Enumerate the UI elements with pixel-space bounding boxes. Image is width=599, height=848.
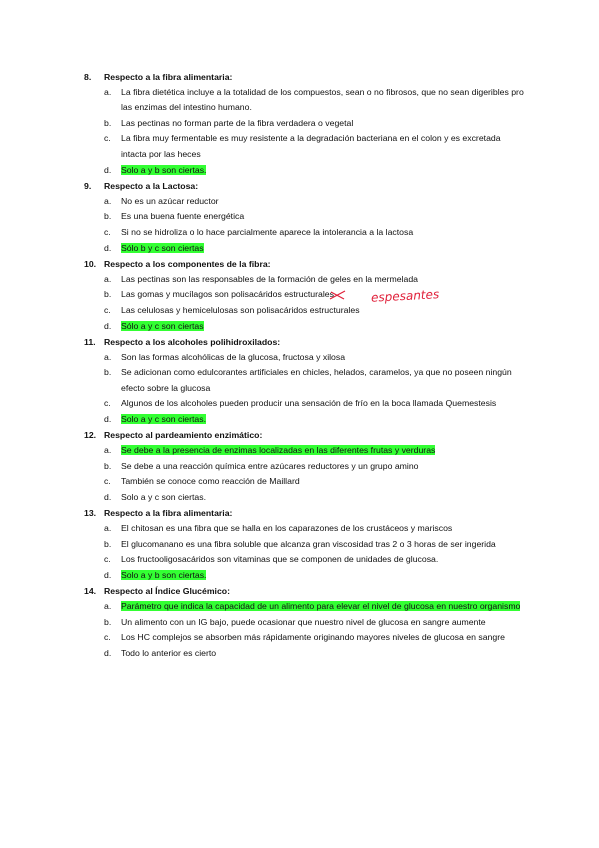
answer-option bbox=[104, 365, 524, 396]
option-text: Las gomas y mucílagos son polisacáridos estructurales bbox=[121, 289, 334, 300]
question-title bbox=[84, 584, 524, 600]
option-text-wrap bbox=[121, 350, 524, 366]
question-title-text: Respecto a la fibra alimentaria: bbox=[104, 508, 233, 519]
option-letter: a. bbox=[104, 273, 112, 284]
option-letter: d. bbox=[104, 242, 112, 253]
option-text: Se debe a una reacción química entre azúcares reductores y un grupo amino bbox=[121, 460, 419, 471]
answer-option bbox=[104, 646, 524, 662]
question-14 bbox=[84, 584, 524, 662]
answer-option bbox=[104, 630, 524, 646]
option-text: Si no se hidroliza o lo hace parcialmente aparece la intolerancia a la lactosa bbox=[121, 226, 414, 237]
option-text: Un alimento con un IG bajo, puede ocasionar que nuestro nivel de glucosa en sangre aumente bbox=[121, 616, 486, 627]
option-text: El chitosan es una fibra que se halla en los caparazones de los crustáceos y mariscos bbox=[121, 523, 453, 534]
question-number: 10. bbox=[84, 258, 97, 269]
question-12 bbox=[84, 428, 524, 506]
option-letter: b. bbox=[104, 460, 112, 471]
option-letter: b. bbox=[104, 616, 112, 627]
option-text: Solo a y c son ciertas. bbox=[121, 492, 206, 503]
answer-option bbox=[104, 131, 524, 162]
answer-option bbox=[104, 521, 524, 537]
answer-option bbox=[104, 225, 524, 241]
option-letter: b. bbox=[104, 289, 112, 300]
option-letter: c. bbox=[104, 476, 111, 487]
question-number: 11. bbox=[84, 336, 96, 347]
answer-option bbox=[104, 303, 524, 319]
option-letter: b. bbox=[104, 117, 112, 128]
answer-option bbox=[104, 241, 524, 257]
answer-option bbox=[104, 396, 524, 412]
option-text-wrap bbox=[121, 225, 524, 241]
answer-option bbox=[104, 537, 524, 553]
answer-option bbox=[104, 552, 524, 568]
question-number: 8. bbox=[84, 71, 92, 82]
answer-option bbox=[104, 209, 524, 225]
option-letter: d. bbox=[104, 492, 112, 503]
option-text: Los HC complejos se absorben más rápidamente originando mayores niveles de glucosa en sangre bbox=[121, 632, 505, 643]
option-text: Las pectinas no forman parte de la fibra verdadera o vegetal bbox=[121, 117, 354, 128]
answer-option bbox=[104, 85, 524, 116]
highlighted-answer-text: Solo a y b son ciertas. bbox=[121, 164, 207, 175]
option-text-wrap bbox=[121, 490, 524, 506]
option-letter: b. bbox=[104, 538, 112, 549]
question-title bbox=[84, 428, 524, 444]
option-text: También se conoce como reacción de Maillard bbox=[121, 476, 300, 487]
option-text-wrap bbox=[121, 646, 524, 662]
option-text: La fibra dietética incluye a la totalidad de los compuestos, sean o no fibrosos, que no sean digeribles pro las enzimas del intestino humano. bbox=[121, 86, 524, 113]
question-8 bbox=[84, 69, 524, 178]
option-text: Son las formas alcohólicas de la glucosa, fructosa y xilosa bbox=[121, 351, 346, 362]
question-title bbox=[84, 506, 524, 522]
option-text-wrap bbox=[121, 599, 524, 615]
option-letter: c. bbox=[104, 632, 111, 643]
answer-option bbox=[104, 319, 524, 335]
option-text-wrap bbox=[121, 319, 524, 335]
question-9 bbox=[84, 178, 524, 256]
option-text-wrap bbox=[121, 116, 524, 132]
option-text-wrap bbox=[121, 568, 524, 584]
option-letter: d. bbox=[104, 570, 112, 580]
handwritten-annotation: espesantes bbox=[370, 287, 440, 305]
option-letter: d. bbox=[104, 320, 112, 331]
question-title bbox=[84, 256, 524, 272]
option-text: El glucomanano es una fibra soluble que alcanza gran viscosidad tras 2 o 3 horas de ser ingerida bbox=[121, 538, 496, 549]
option-letter: c. bbox=[104, 304, 111, 315]
option-letter: d. bbox=[104, 164, 112, 175]
highlighted-answer-text: Se debe a la presencia de enzimas localizadas en las diferentes frutas y verduras bbox=[121, 445, 436, 456]
option-text-wrap bbox=[121, 85, 524, 116]
answer-option bbox=[104, 116, 524, 132]
answer-option bbox=[104, 350, 524, 366]
answer-option bbox=[104, 412, 524, 428]
question-number: 12. bbox=[84, 430, 97, 441]
option-letter: c. bbox=[104, 398, 111, 409]
question-number: 13. bbox=[84, 508, 97, 519]
option-text: Las pectinas son las responsables de la formación de geles en la mermelada bbox=[121, 273, 418, 284]
option-text-wrap bbox=[121, 303, 524, 319]
option-text: Los fructooligosacáridos son vitaminas que se componen de unidades de glucosa. bbox=[121, 554, 439, 565]
question-13 bbox=[84, 506, 524, 584]
answer-option bbox=[104, 568, 524, 584]
option-text-wrap bbox=[121, 521, 524, 537]
answer-option bbox=[104, 194, 524, 210]
question-10 bbox=[84, 256, 524, 334]
option-letter: a. bbox=[104, 86, 112, 97]
option-letter: d. bbox=[104, 414, 112, 425]
option-text-wrap bbox=[121, 412, 524, 428]
option-letter: a. bbox=[104, 195, 112, 206]
option-text: Las celulosas y hemicelulosas son polisacáridos estructurales bbox=[121, 304, 360, 315]
option-text: La fibra muy fermentable es muy resistente a la degradación bacteriana en el colon y es excretada intacta por las heces bbox=[121, 133, 501, 159]
question-title-text: Respecto a los componentes de la fibra: bbox=[104, 258, 271, 269]
option-text-wrap bbox=[121, 272, 524, 288]
question-title-text: Respecto a la fibra alimentaria: bbox=[104, 71, 233, 82]
option-text-wrap bbox=[121, 459, 524, 475]
highlighted-answer-text: Parámetro que indica la capacidad de un alimento para elevar el nivel de glucosa en nuestro organismo bbox=[121, 601, 521, 612]
option-text: Todo lo anterior es cierto bbox=[121, 647, 217, 658]
option-text-wrap bbox=[121, 241, 524, 257]
answer-option bbox=[104, 163, 524, 179]
question-title-text: Respecto al Índice Glucémico: bbox=[104, 586, 231, 597]
option-text-wrap bbox=[121, 443, 524, 459]
question-title-text: Respecto a la Lactosa: bbox=[104, 180, 199, 191]
highlighted-answer-text: Sólo a y c son ciertas bbox=[121, 320, 204, 331]
option-text-wrap bbox=[121, 630, 524, 646]
option-letter: b. bbox=[104, 211, 112, 222]
option-text-wrap bbox=[121, 163, 524, 179]
option-letter: b. bbox=[104, 367, 112, 378]
option-text-wrap bbox=[121, 365, 524, 396]
answer-option bbox=[104, 287, 524, 303]
option-text-wrap bbox=[121, 615, 524, 631]
option-text-wrap bbox=[121, 209, 524, 225]
option-text-wrap bbox=[121, 131, 524, 162]
question-title bbox=[84, 69, 524, 85]
option-letter: c. bbox=[104, 226, 111, 237]
option-letter: a. bbox=[104, 445, 112, 456]
option-letter: a. bbox=[104, 601, 112, 612]
highlighted-answer-text: Solo a y b son ciertas. bbox=[121, 570, 207, 580]
option-text-wrap bbox=[121, 537, 524, 553]
option-text-wrap bbox=[121, 396, 524, 412]
option-text-wrap bbox=[121, 194, 524, 210]
question-number: 9. bbox=[84, 180, 92, 191]
question-title bbox=[84, 178, 524, 194]
option-text: Algunos de los alcoholes pueden producir una sensación de frío en la boca llamada Quemestesis bbox=[121, 398, 497, 409]
option-letter: d. bbox=[104, 647, 112, 658]
answer-option bbox=[104, 490, 524, 506]
option-text-wrap bbox=[121, 552, 524, 568]
question-number: 14. bbox=[84, 586, 97, 597]
question-title-text: Respecto al pardeamiento enzimático: bbox=[104, 430, 263, 441]
option-text-wrap bbox=[121, 287, 524, 303]
option-text: Es una buena fuente energética bbox=[121, 211, 245, 222]
highlighted-answer-text: Sólo b y c son ciertas bbox=[121, 242, 204, 253]
option-text: No es un azúcar reductor bbox=[121, 195, 219, 206]
question-title bbox=[84, 334, 524, 350]
answer-option bbox=[104, 599, 524, 615]
option-letter: c. bbox=[104, 133, 111, 144]
question-title-text: Respecto a los alcoholes polihidroxilados: bbox=[104, 336, 281, 347]
question-11 bbox=[84, 334, 524, 428]
answer-option bbox=[104, 474, 524, 490]
question-list bbox=[84, 69, 524, 662]
option-letter: a. bbox=[104, 351, 112, 362]
answer-option bbox=[104, 615, 524, 631]
option-text: Se adicionan como edulcorantes artificiales en chicles, helados, caramelos, ya que no poseen ningún efecto sobre la glucosa bbox=[121, 367, 512, 393]
highlighted-answer-text: Solo a y c son ciertas. bbox=[121, 414, 206, 425]
answer-option bbox=[104, 443, 524, 459]
option-letter: a. bbox=[104, 523, 112, 534]
option-text-wrap bbox=[121, 474, 524, 490]
handwritten-strikethrough bbox=[329, 289, 347, 301]
option-letter: c. bbox=[104, 554, 111, 565]
answer-option bbox=[104, 272, 524, 288]
answer-option bbox=[104, 459, 524, 475]
